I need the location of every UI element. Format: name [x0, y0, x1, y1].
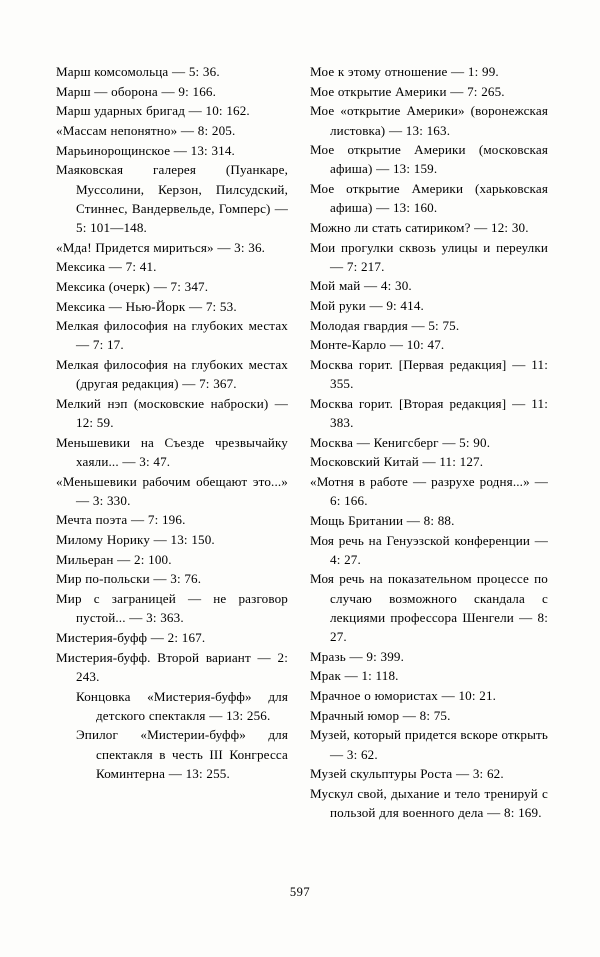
- index-entry: Мощь Британии — 8: 88.: [310, 512, 455, 528]
- index-entry: Марьинорощинское — 13: 314.: [56, 142, 235, 158]
- index-entry: «Массам непонятно» — 8: 205.: [56, 123, 236, 139]
- index-entry: Можно ли стать сатириком? — 12: 30.: [310, 219, 529, 235]
- index-entry: «Мда! Придется мириться» — 3: 36.: [56, 239, 266, 255]
- index-subentry: Концовка «Мистерия-буфф» для детского спектакля — 13: 256.: [76, 688, 288, 723]
- index-entry: Меньшевики на Съезде чрезвычайку хаяли... — 3: 47.: [56, 434, 288, 469]
- index-entry: Москва горит. [Первая редакция] — 11: 355.: [310, 357, 548, 392]
- index-column-left: [56, 62, 288, 783]
- index-entry: Молодая гвардия — 5: 75.: [310, 317, 460, 333]
- index-entry: Мексика (очерк) — 7: 347.: [56, 278, 209, 294]
- index-subentry: Эпилог «Мистерии-буфф» для спектакля в честь III Конгресса Коминтерна — 13: 255.: [76, 727, 288, 781]
- index-entry: Мелкая философия на глубоких местах (другая редакция) — 7: 367.: [56, 357, 288, 392]
- index-entry: Мрак — 1: 118.: [310, 668, 399, 684]
- index-entry: Моя речь на показательном процессе по случаю возможного скандала с лекциями профессора Шенгели — 8: 27.: [310, 571, 548, 644]
- index-entry: Мое «открытие Америки» (воронежская листовка) — 13: 163.: [310, 103, 548, 138]
- index-entry: Монте-Карло — 10: 47.: [310, 337, 445, 353]
- index-entry: Милому Норику — 13: 150.: [56, 532, 215, 548]
- index-entry: Мелкая философия на глубоких местах — 7: 17.: [56, 318, 288, 353]
- index-entry: Маяковская галерея (Пуанкаре, Муссолини, Керзон, Пилсудский, Стиннес, Вандервельде, Гомперс) — 5: 101—148.: [56, 162, 288, 235]
- index-entry: Мое открытие Америки (харьковская афиша) — 13: 160.: [310, 181, 548, 216]
- index-entry: Мой руки — 9: 414.: [310, 298, 424, 314]
- index-entry: Музей, который придется вскоре открыть — 3: 62.: [310, 727, 549, 762]
- index-entry: «Меньшевики рабочим обещают это...» — 3: 330.: [56, 473, 288, 508]
- index-entry: Московский Китай — 11: 127.: [310, 454, 484, 470]
- index-entry: Марш комсомольца — 5: 36.: [56, 64, 220, 79]
- index-entry: Музей скульптуры Роста — 3: 62.: [310, 766, 504, 782]
- index-entry: Мой май — 4: 30.: [310, 278, 412, 294]
- index-entry: Мразь — 9: 399.: [310, 648, 405, 664]
- index-column-right: [310, 62, 548, 823]
- index-entry: Мильеран — 2: 100.: [56, 551, 172, 567]
- index-entry: Мир с заграницей — не разговор пустой... — 3: 363.: [56, 591, 288, 626]
- index-entry: Москва горит. [Вторая редакция] — 11: 383.: [310, 395, 548, 431]
- index-entry: «Мотня в работе — разрухе родня...» — 6: 166.: [310, 474, 548, 509]
- index-entry: Мистерия-буфф. Второй вариант — 2: 243.: [56, 649, 288, 684]
- index-entry: Мексика — Нью-Йорк — 7: 53.: [56, 298, 237, 314]
- index-entry: Мистерия-буфф — 2: 167.: [56, 629, 206, 645]
- index-entry: Марш ударных бригад — 10: 162.: [56, 103, 250, 119]
- index-entry: Мечта поэта — 7: 196.: [56, 512, 186, 528]
- index-entry: Мускул свой, дыхание и тело тренируй с пользой для военного дела — 8: 169.: [310, 785, 548, 821]
- index-entry: Марш — оборона — 9: 166.: [56, 83, 217, 99]
- index-entry: Мексика — 7: 41.: [56, 259, 157, 275]
- index-entry: Мои прогулки сквозь улицы и переулки — 7: 217.: [310, 239, 548, 274]
- index-entry: Мрачный юмор — 8: 75.: [310, 707, 451, 723]
- page-number: 597: [289, 885, 311, 899]
- index-entry: Мрачное о юмористах — 10: 21.: [310, 688, 497, 703]
- index-entry: Мир по-польски — 3: 76.: [56, 571, 202, 587]
- index-entry: Мое открытие Америки (московская афиша) — 13: 159.: [310, 142, 548, 177]
- index-columns: [56, 62, 548, 823]
- index-entry: Мелкий нэп (московские наброски) — 12: 59.: [56, 395, 288, 431]
- index-entry: Моя речь на Генуэзской конференции — 4: 27.: [310, 532, 548, 567]
- index-entry: Мое открытие Америки — 7: 265.: [310, 83, 505, 99]
- index-entry: Мое к этому отношение — 1: 99.: [310, 64, 499, 79]
- index-entry: Москва — Кенигсберг — 5: 90.: [310, 434, 491, 450]
